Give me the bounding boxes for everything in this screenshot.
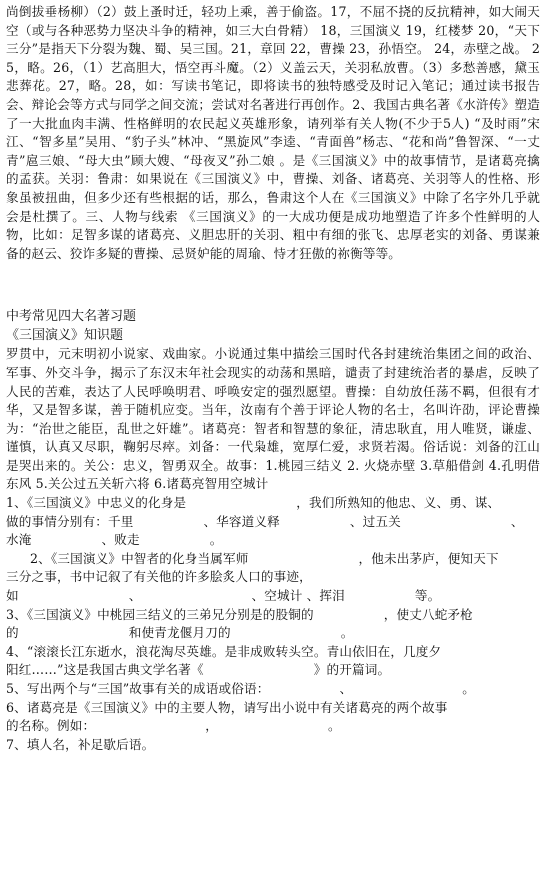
question-3: 3、《三国演义》中桃园三结义的三弟兄分别是的股铜的 ，使丈八蛇矛枪 的 和使青龙偃月刀的 。 (6, 606, 473, 641)
question-6: 6、诸葛亮是《三国演义》中的主要人物，请写出小说中有关诸葛亮的两个故事 的名称。例如： ， 。 (6, 699, 448, 734)
section-subheading: 《三国演义》知识题 (6, 328, 124, 344)
question-1: 1、《三国演义》中忠义的化身是 ，我们所熟知的他忠、义、勇、谋、 做的事情分别有：千里 、华容道义释 、过五关 、 水淹 、败走 。 (6, 495, 524, 548)
section-heading: 中考常见四大名著习题 (6, 309, 137, 325)
question-2: 2、《三国演义》中智者的化身当属军师 ，他未出茅庐，便知天下 三分之事，书中记叙了有关他的许多脍炙人口的事迹， 如 、 、空城计 、挥泪 等。 (6, 550, 499, 604)
answer-key-paragraph: 尚倒拔垂杨柳）（2）鼓上蚤时迁，轻功上乘，善于偷盗。17，不屈不挠的反抗精神，如大闹天空（或与各种恶势力坚决斗争的精神，如三大白骨精） 18，三国演义 19，红楼梦 20，“天下三分”是指天下分裂为魏、蜀、吴三国。21，章回 22，曹操 23，孙悟空。 24，赤壁之战。 25，略。26，（1）艺高胆大，悟空再斗魔。（2）义盖云天，关羽私放曹。（3）多愁善感，黛玉悲葬花。27，略。28，如：写读书笔记，即将读书的独特感受及时记入笔记；通过读书报告会、辩论会等方式与同学之间交流；尝试对名著进行再创作。2、我国古典名著《水浒传》塑造了一大批血肉丰满、性格鲜明的农民起义英雄形象，请列举有关人物(不少于5人) “及时雨”宋江、“智多星”吴用、“豹子头”林冲、“黑旋风”李逵、“青面兽”杨志、“花和尚”鲁智深、“一丈青”扈三娘、“母大虫”顾大嫂、“母夜叉”孙二娘 。是《三国演义》中的故事情节，是诸葛亮擒的孟获。关羽：鲁肃：如果说在《三国演义》中，曹操、刘备、诸葛亮、关羽等人的性格、形象虽被扭曲，但多少还有些根据的话，那么，鲁肃这个人在《三国演义》中除了名字外几乎就会是杜撰了。三、人物与线索 《三国演义》的一大成功便是成功地塑造了许多个性鲜明的人物，比如：足智多谋的诸葛亮、义胆忠肝的关羽、粗中有细的张飞、忠厚老实的刘备、勇谋兼备的赵云、狡诈多疑的曹操、忌贤妒能的周瑜、恃才狂傲的祢衡等等。 (6, 4, 540, 261)
question-5: 5、写出两个与“三国”故事有关的成语或俗语： 、 。 (6, 681, 475, 696)
section-gap (6, 263, 540, 307)
question-4: 4、“滚滚长江东逝水，浪花淘尽英雄。是非成败转头空。青山依旧在，几度夕 阳红……”这是我国古典文学名著《 》的开篇词。 (6, 643, 442, 678)
intro-paragraph: 罗贯中，元末明初小说家、戏曲家。小说通过集中描绘三国时代各封建统治集团之间的政治、军事、外交斗争，揭示了东汉末年社会现实的动荡和黑暗，谴责了封建统治者的暴虐，反映了人民的苦难，表达了人民呼唤明君、呼唤安定的强烈愿望。曹操：自幼放任荡不羁，但很有才华，又是智多谋，善于随机应变。当年，汝南有个善于评论人物的名士，名叫许劭，评论曹操为：“治世之能臣，乱世之奸雄”。诸葛亮：智者和智慧的象征，清忠耿直，用人唯贤，谦虚、谨慎，认真又尽职，鞠躬尽瘁。刘备：一代枭雄，宽厚仁爱，求贤若渴。俗话说：刘备的江山是哭出来的。关公：忠义，智勇双全。故事：1.桃园三结义 2. 火烧赤壁 3.草船借剑 4.孔明借东风 5.关公过五关斩六将 6.诸葛亮智用空城计 (6, 346, 540, 492)
question-7: 7、填人名，补足歇后语。 (6, 736, 155, 752)
